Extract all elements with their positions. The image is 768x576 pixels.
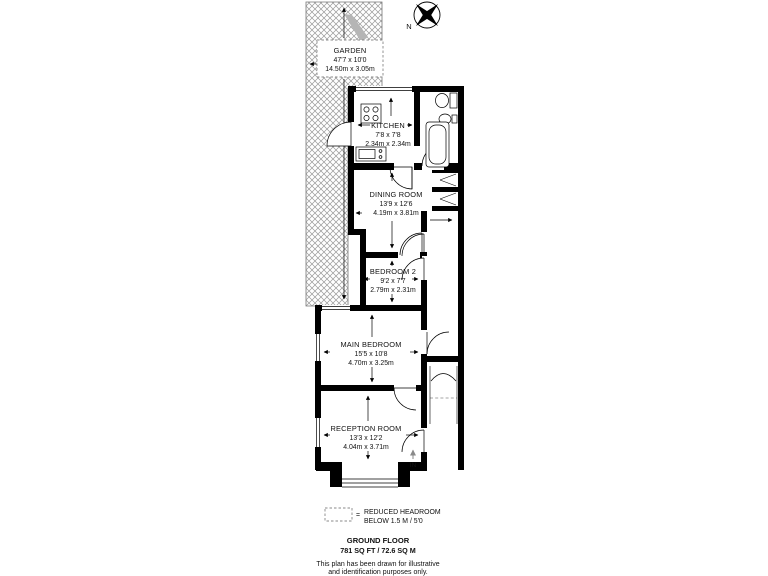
disclaimer-line2: and identification purposes only. — [328, 569, 428, 576]
bedroom2-metric: 2.79m x 2.31m — [370, 287, 416, 294]
legend-swatch — [325, 508, 352, 521]
compass-north-label: N — [406, 22, 412, 31]
main-bedroom-name: MAIN BEDROOM — [340, 340, 402, 349]
reception-name: RECEPTION ROOM — [330, 424, 402, 433]
garden-imperial: 47'7 x 10'0 — [333, 57, 367, 64]
kitchen-name: KITCHEN — [371, 121, 405, 130]
floor-area: 781 SQ FT / 72.6 SQ M — [340, 546, 416, 555]
kitchen-metric: 2.34m x 2.34m — [365, 141, 411, 148]
dining-room-label — [369, 190, 422, 217]
legend — [325, 508, 441, 525]
dining-name: DINING ROOM — [369, 190, 423, 199]
main-bedroom-imperial: 15'5 x 10'8 — [354, 351, 388, 358]
dining-metric: 4.19m x 3.81m — [373, 210, 419, 217]
kitchen-imperial: 7'8 x 7'8 — [375, 132, 401, 139]
main-bedroom-metric: 4.70m x 3.25m — [348, 360, 394, 367]
bedroom2-name: BEDROOM 2 — [369, 267, 417, 276]
compass-icon — [406, 2, 440, 31]
garden-metric: 14.50m x 3.05m — [325, 66, 375, 73]
legend-line1: REDUCED HEADROOM — [364, 509, 441, 516]
bedroom2-imperial: 9'2 x 7'7 — [380, 278, 406, 285]
garden-name: GARDEN — [333, 46, 367, 55]
legend-line2: BELOW 1.5 M / 5'0 — [364, 518, 423, 525]
legend-equals: = — [355, 512, 361, 519]
bathroom-fixtures — [426, 93, 457, 167]
floor-title: GROUND FLOOR — [346, 536, 410, 545]
reception-room-label — [331, 424, 402, 451]
main-bedroom-label — [340, 340, 401, 367]
entrance-marker — [410, 450, 417, 469]
reception-metric: 4.04m x 3.71m — [343, 444, 389, 451]
bedroom2-label — [370, 267, 416, 294]
dining-imperial: 13'9 x 12'6 — [379, 201, 413, 208]
entrance-label: IN — [409, 462, 417, 469]
footer — [316, 536, 439, 576]
reception-imperial: 13'3 x 12'2 — [349, 435, 383, 442]
toilet-icon — [450, 93, 457, 108]
kitchen-label — [365, 121, 411, 148]
disclaimer-line1: This plan has been drawn for illustrative — [316, 561, 440, 568]
